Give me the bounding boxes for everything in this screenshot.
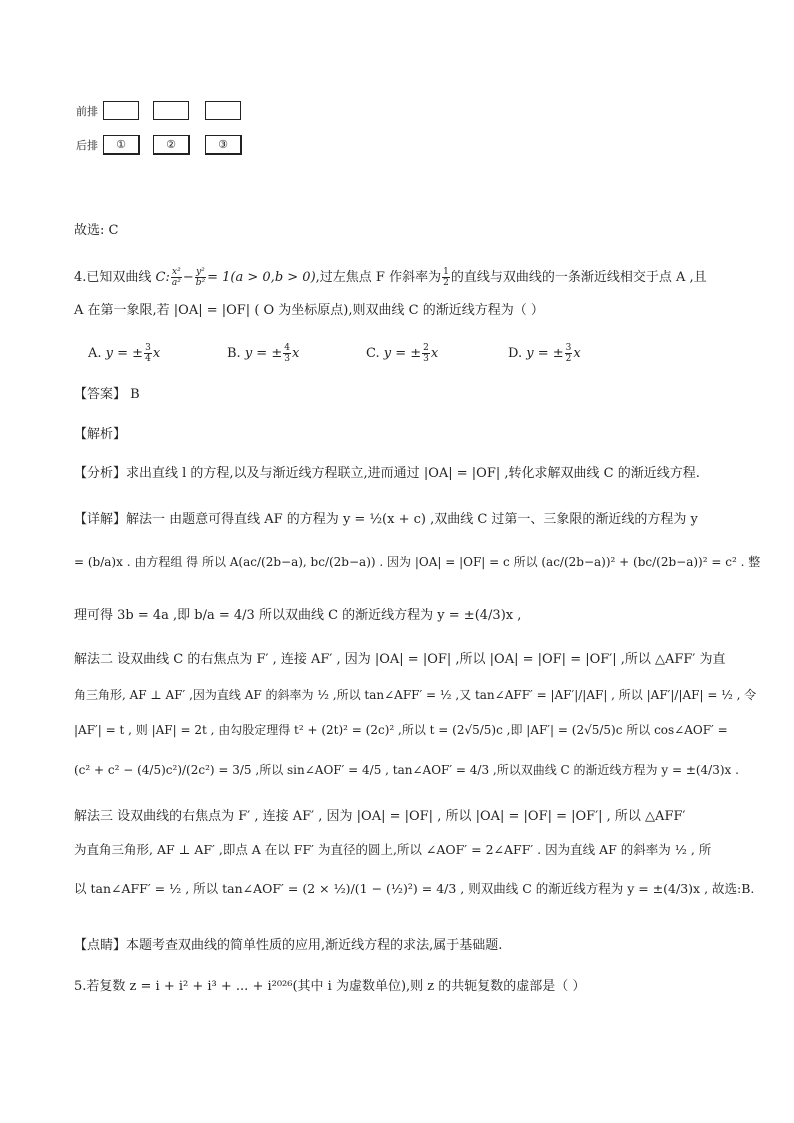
option-b: B. y = ± $\frac{4}{3}$ x (227, 343, 300, 364)
q3-answer: 故选: C (74, 223, 119, 238)
option-d: D. y = ± $\frac{3}{2}$ x (508, 343, 581, 364)
q4-stem-line1: 4.已知双曲线 C: $\frac{\text{x²}}{\text{a²}}$ − $\frac{\text{y²}}{\text{b²}}$ = 1(a > 0,b > 0),过左焦点 F 作斜率为 $\frac{1}{2}$ 的直线与双曲线的一条渐近线相交于点 A ,且 (74, 267, 707, 288)
detail-line-1: 【详解】解法一 由题意可得直线 AF 的方程为 y = ½(x + c) ,双曲线 C 过第一、三象限的渐近线的方程为 y (74, 512, 698, 527)
method2-line-1: 解法二 设双曲线 C 的右焦点为 F′ , 连接 AF′ , 因为 |OA| = |OF| ,所以 |OA| = |OF| = |OF′| ,所以 △AFF′ 为直 (74, 652, 726, 667)
method3-line-1: 解法三 设双曲线的右焦点为 F′ , 连接 AF′ , 因为 |OA| = |OF| , 所以 |OA| = |OF| = |OF′| , 所以 △AFF′ (74, 809, 686, 824)
dianjing: 【点睛】本题考查双曲线的简单性质的应用,渐近线方程的求法,属于基础题. (74, 938, 503, 953)
back-seat-3: ③ (205, 135, 242, 155)
method2-line-4: (c² + c² − (4/5)c²)/(2c²) = 3/5 ,所以 sin∠AOF′ = 4/5 , tan∠AOF′ = 4/3 ,所以双曲线 C 的渐近线方程为 y = ±(4/3)x . (74, 763, 739, 777)
back-row-label: 后排 (76, 139, 98, 152)
method3-line-2: 为直角三角形, AF ⊥ AF′ ,即点 A 在以 FF′ 为直径的圆上,所以 ∠AOF′ = 2∠AFF′ . 因为直线 AF 的斜率为 ½ , 所 (74, 842, 712, 857)
back-seat-1: ① (103, 135, 140, 155)
detail-line-2: = (b/a)x . 由方程组 得 所以 A(ac/(2b−a), bc/(2b−a)) . 因为 |OA| = |OF| = c 所以 (ac/(2b−a))² + (bc/(2b−a))² = c² . 整 (74, 555, 761, 569)
method3-line-3: 以 tan∠AFF′ = ½ , 所以 tan∠AOF′ = (2 × ½)/(1 − (½)²) = 4/3 , 则双曲线 C 的渐近线方程为 y = ±(4/3)x , 故选:B. (74, 881, 755, 896)
front-row-label: 前排 (76, 105, 98, 118)
q5-stem: 5.若复数 z = i + i² + i³ + ... + i²⁰²⁶(其中 i 为虚数单位),则 z 的共轭复数的虚部是（ ） (74, 979, 586, 994)
front-seat-1 (103, 101, 139, 120)
method2-line-2: 角三角形, AF ⊥ AF′ ,因为直线 AF 的斜率为 ½ ,所以 tan∠AFF′ = ½ ,又 tan∠AFF′ = |AF′|/|AF| , 所以 |AF′|/|AF| = ½ , 令 (74, 688, 757, 702)
q4-answer: 【答案】 B (74, 387, 140, 402)
option-a: A. y = ± $\frac{3}{4}$ x (88, 343, 161, 364)
q4-stem-line2: A 在第一象限,若 |OA| = |OF| ( O 为坐标原点),则双曲线 C 的渐近线方程为（ ） (74, 303, 544, 318)
back-seat-2: ② (153, 135, 190, 155)
front-seat-2 (153, 101, 189, 120)
analysis-fenxi: 【分析】求出直线 l 的方程,以及与渐近线方程联立,进而通过 |OA| = |OF| ,转化求解双曲线 C 的渐近线方程. (74, 466, 700, 481)
option-c: C. y = ± $\frac{2}{3}$ x (366, 343, 439, 364)
analysis-heading: 【解析】 (74, 427, 127, 442)
method2-line-3: |AF′| = t , 则 |AF| = 2t , 由勾股定理得 t² + (2t)² = (2c)² ,所以 t = (2√5/5)c ,即 |AF′| = (2√5/5)c 所以 cos∠AOF′ = (74, 723, 728, 737)
front-seat-3 (205, 101, 241, 120)
detail-line-3: 理可得 3b = 4a ,即 b/a = 4/3 所以双曲线 C 的渐近线方程为 y = ±(4/3)x , (74, 608, 522, 623)
